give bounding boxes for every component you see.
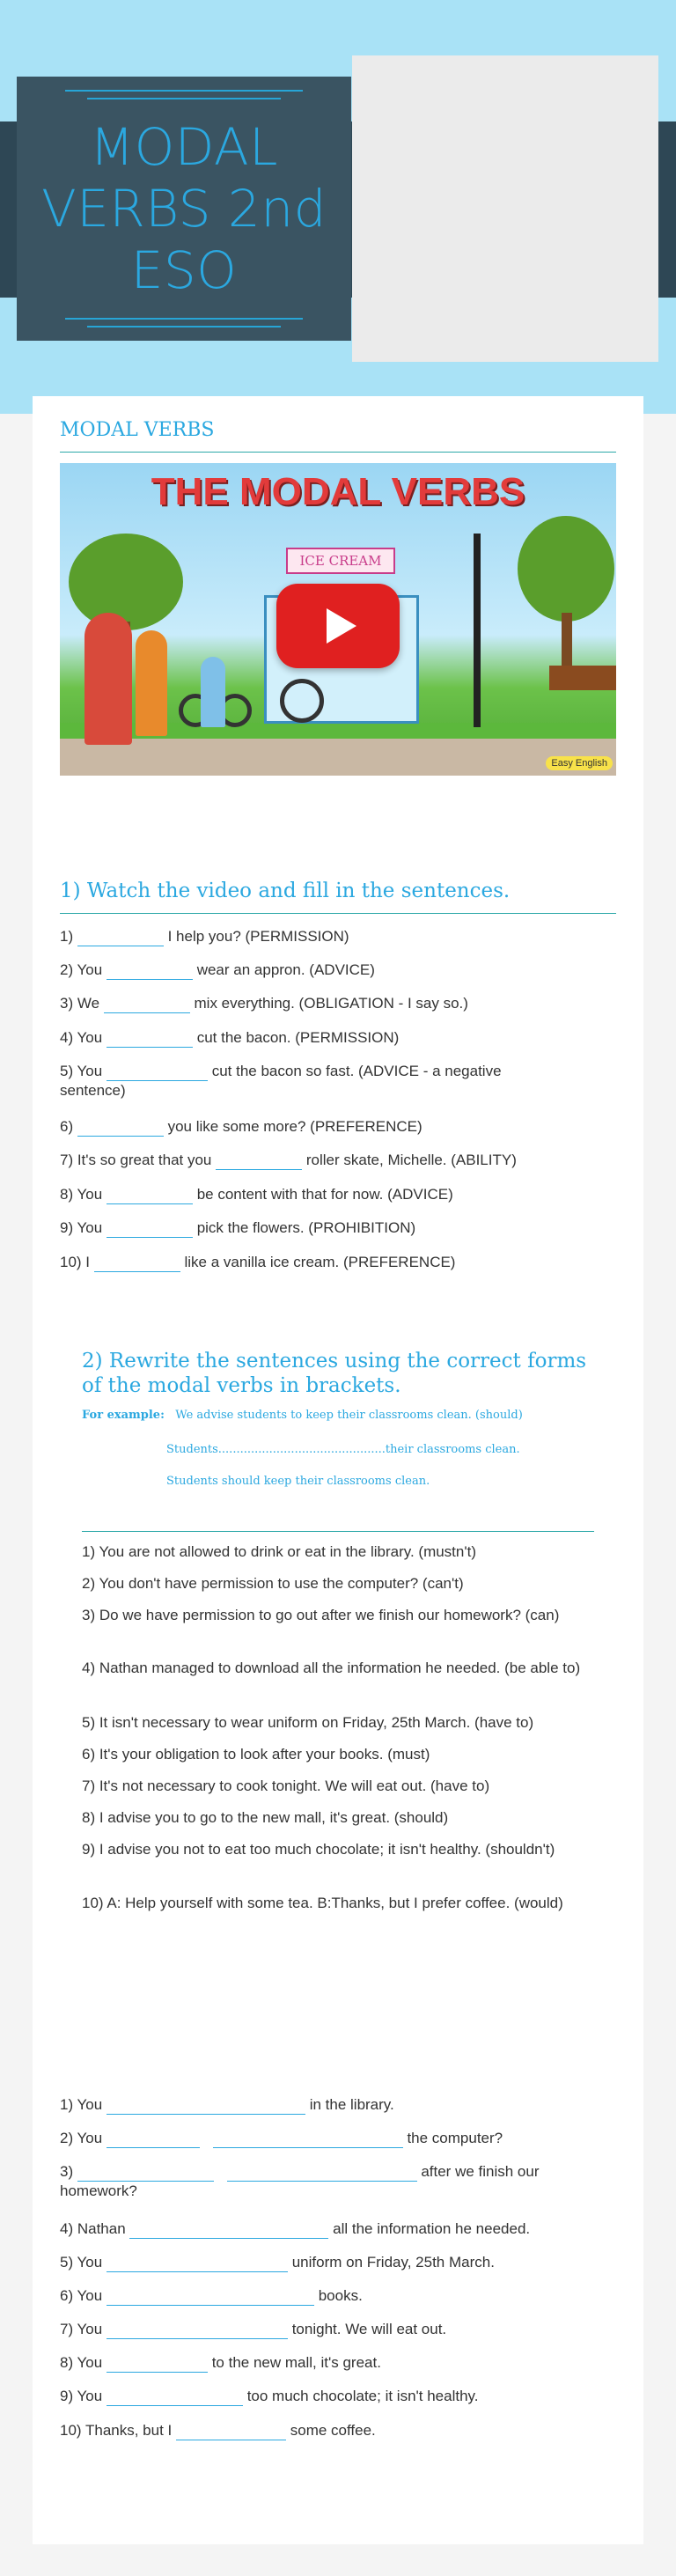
list-item: 10) I like a vanilla ice cream. (PREFERENCE) — [60, 1254, 456, 1270]
list-item: 9) You pick the flowers. (PROHIBITION) — [60, 1219, 416, 1236]
ice-cream-sign: ICE CREAM — [286, 548, 395, 574]
list-item: 4) Nathan managed to download all the information he needed. (be able to) — [82, 1660, 581, 1676]
answer-field[interactable] — [213, 2130, 403, 2148]
list-item: 6) It's your obligation to look after your books. (must) — [82, 1746, 430, 1763]
answer-field[interactable] — [107, 2388, 243, 2406]
answer-field[interactable] — [107, 2254, 288, 2272]
heading-divider — [82, 1531, 594, 1532]
exercise2-heading: 2) Rewrite the sentences using the correct forms of the modal verbs in brackets. — [82, 1350, 587, 1397]
list-item: 6) You books. — [60, 2287, 363, 2304]
character-man — [84, 613, 132, 745]
list-item: 8) You to the new mall, it's great. — [60, 2354, 381, 2371]
list-item: 4) You cut the bacon. (PERMISSION) — [60, 1029, 400, 1046]
cover-image-placeholder — [352, 55, 658, 362]
tree-left — [69, 534, 183, 630]
answer-field[interactable] — [77, 1118, 164, 1137]
list-item: 5) You cut the bacon so fast. (ADVICE - a negative sentence) — [60, 1063, 502, 1099]
answer-field[interactable] — [77, 2163, 214, 2182]
list-item: 3) after we finish our homework? — [60, 2163, 540, 2199]
list-item: 2) You the computer? — [60, 2130, 503, 2146]
answer-field[interactable] — [77, 928, 164, 946]
list-item: 1) I help you? (PERMISSION) — [60, 928, 349, 945]
list-item: 7) It's so great that you roller skate, Michelle. (ABILITY) — [60, 1152, 517, 1168]
answer-field[interactable] — [107, 961, 193, 980]
exercise1-heading: 1) Watch the video and fill in the sentences. — [60, 880, 511, 902]
list-item: 2) You don't have permission to use the computer? (can't) — [82, 1575, 464, 1592]
list-item: 1) You in the library. — [60, 2096, 394, 2113]
example-block — [82, 1409, 523, 1422]
list-item: 9) You too much chocolate; it isn't healthy. — [60, 2388, 479, 2404]
answer-field[interactable] — [94, 1254, 180, 1272]
path-strip — [60, 739, 616, 776]
title-top-rule — [65, 84, 303, 106]
list-item: 3) Do we have permission to go out after we finish our homework? (can) — [82, 1607, 560, 1623]
lamp-post — [474, 534, 481, 727]
list-item: 5) You uniform on Friday, 25th March. — [60, 2254, 495, 2271]
page-title: MODAL VERBS 2nd ESO — [41, 117, 327, 300]
list-item: 6) you like some more? (PREFERENCE) — [60, 1118, 422, 1135]
character-girl — [201, 657, 225, 727]
title-block — [17, 77, 351, 341]
answer-field[interactable] — [107, 1029, 193, 1048]
video-title: THE MODAL VERBS — [151, 470, 525, 513]
title-bottom-rule — [65, 312, 303, 334]
list-item: 7) It's not necessary to cook tonight. We will eat out. (have to) — [82, 1777, 490, 1794]
answer-field[interactable] — [107, 1186, 193, 1204]
cart-wheel — [280, 679, 324, 723]
list-item: 8) You be content with that for now. (ADVICE) — [60, 1186, 453, 1203]
heading-divider — [60, 452, 616, 453]
brand-badge: Easy English — [546, 756, 613, 770]
heading-divider — [60, 913, 616, 914]
section-heading-video: MODAL VERBS — [60, 419, 215, 441]
video-player[interactable] — [60, 463, 616, 776]
example-blank: Students..............................................their classrooms clean. — [166, 1443, 520, 1456]
example-sentence: We advise students to keep their classrooms clean. (should) — [175, 1409, 523, 1422]
list-item: 8) I advise you to go to the new mall, it's great. (should) — [82, 1809, 449, 1826]
answer-field[interactable] — [107, 2096, 305, 2115]
list-item: 3) We mix everything. (OBLIGATION - I say so.) — [60, 995, 468, 1012]
list-item: 7) You tonight. We will eat out. — [60, 2321, 447, 2337]
list-item: 1) You are not allowed to drink or eat in the library. (mustn't) — [82, 1543, 476, 1560]
character-boy — [136, 630, 167, 736]
answer-field[interactable] — [107, 2287, 314, 2306]
answer-field[interactable] — [107, 1063, 208, 1081]
tree-right — [518, 516, 614, 622]
answer-field[interactable] — [107, 2321, 288, 2339]
example-answer: Students should keep their classrooms clean. — [166, 1475, 430, 1488]
list-item: 10) A: Help yourself with some tea. B:Thanks, but I prefer coffee. (would) — [82, 1895, 563, 1911]
list-item: 10) Thanks, but I some coffee. — [60, 2422, 376, 2439]
answer-field[interactable] — [107, 2130, 200, 2148]
answer-field[interactable] — [107, 1219, 193, 1238]
example-label: For example: — [82, 1409, 165, 1422]
answer-field[interactable] — [104, 995, 190, 1013]
park-bench — [549, 666, 616, 690]
answer-field[interactable] — [227, 2163, 417, 2182]
list-item: 5) It isn't necessary to wear uniform on Friday, 25th March. (have to) — [82, 1714, 534, 1731]
list-item: 4) Nathan all the information he needed. — [60, 2220, 531, 2237]
answer-field[interactable] — [107, 2354, 208, 2373]
list-item: 2) You wear an appron. (ADVICE) — [60, 961, 375, 978]
answer-field[interactable] — [129, 2220, 328, 2239]
answer-field[interactable] — [176, 2422, 286, 2440]
list-item: 9) I advise you not to eat too much chocolate; it isn't healthy. (shouldn't) — [82, 1841, 555, 1858]
answer-field[interactable] — [216, 1152, 302, 1170]
play-icon[interactable] — [276, 584, 400, 668]
